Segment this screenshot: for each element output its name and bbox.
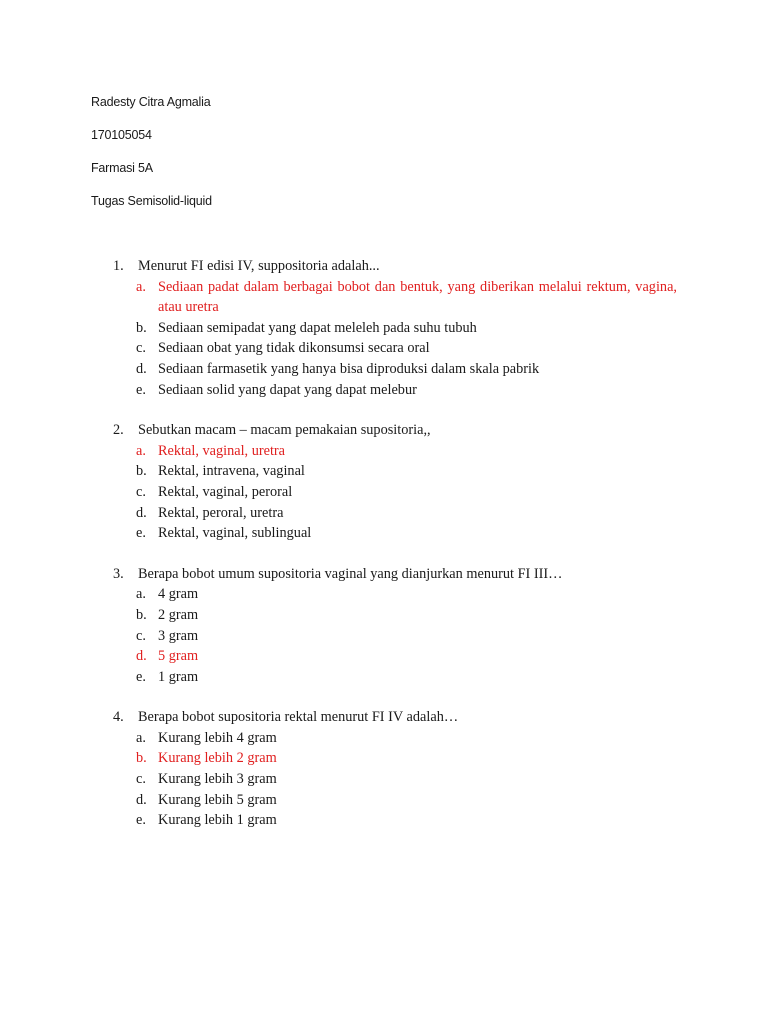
option-text: Sediaan solid yang dapat yang dapat melebur — [158, 381, 417, 398]
option-letter: b. — [136, 606, 147, 623]
option-letter: e. — [136, 381, 146, 398]
answer-options — [0, 728, 768, 831]
option-text: 4 gram — [158, 586, 199, 603]
option-text: Rektal, peroral, uretra — [158, 504, 284, 521]
answer-options — [0, 441, 768, 544]
question-prompt: Berapa bobot umum supositoria vaginal yang dianjurkan menurut FI III… — [138, 565, 563, 582]
question-1 — [0, 256, 768, 400]
question-prompt: Berapa bobot supositoria rektal menurut FI IV adalah… — [138, 709, 459, 726]
option-letter: a. — [136, 729, 146, 746]
option-text: Sediaan obat yang tidak dikonsumsi secara oral — [158, 340, 430, 357]
option-text: Rektal, vaginal, sublingual — [158, 525, 312, 542]
option-letter: d. — [136, 360, 147, 377]
answer-option — [0, 461, 768, 482]
option-letter: e. — [136, 668, 146, 685]
option-letter: c. — [136, 771, 146, 788]
student-name: Radesty Citra Agmalia — [91, 95, 211, 109]
question-number: 4. — [113, 709, 124, 726]
option-text: Sediaan farmasetik yang hanya bisa diproduksi dalam skala pabrik — [158, 360, 540, 377]
option-letter: a. — [136, 278, 146, 295]
assignment-title: Tugas Semisolid-liquid — [91, 194, 212, 208]
question-text — [0, 420, 768, 441]
answer-option — [0, 380, 768, 401]
answer-option — [0, 318, 768, 339]
question-number: 1. — [113, 258, 124, 274]
option-text: 2 gram — [158, 606, 199, 623]
option-letter: d. — [136, 504, 147, 521]
option-text: Kurang lebih 4 gram — [158, 729, 277, 746]
question-4 — [0, 707, 768, 831]
question-3 — [0, 564, 768, 688]
answer-option-correct — [0, 277, 768, 318]
option-letter: d. — [136, 648, 147, 665]
student-id: 170105054 — [91, 128, 152, 142]
answer-option — [0, 338, 768, 359]
option-letter: d. — [136, 791, 147, 808]
option-text: Rektal, vaginal, peroral — [158, 483, 293, 500]
question-prompt: Sebutkan macam – macam pemakaian supositoria,, — [138, 422, 431, 439]
option-text: Sediaan padat dalam berbagai bobot dan bentuk, yang diberikan melalui rektum, vagina, atau uretra — [158, 278, 677, 316]
student-class: Farmasi 5A — [91, 161, 153, 175]
option-letter: b. — [136, 319, 147, 336]
answer-option — [0, 482, 768, 503]
question-list — [0, 256, 768, 851]
option-text: Kurang lebih 5 gram — [158, 791, 277, 808]
option-letter: a. — [136, 442, 146, 459]
option-text: Kurang lebih 3 gram — [158, 771, 277, 788]
option-letter: c. — [136, 627, 146, 644]
answer-option-correct — [0, 646, 768, 667]
question-prompt: Menurut FI edisi IV, suppositoria adalah... — [138, 258, 380, 274]
question-2 — [0, 420, 768, 544]
option-letter: c. — [136, 340, 146, 357]
option-text: Rektal, vaginal, uretra — [158, 442, 286, 459]
answer-option — [0, 810, 768, 831]
question-number: 2. — [113, 422, 124, 439]
option-letter: c. — [136, 483, 146, 500]
answer-option — [0, 584, 768, 605]
answer-option-correct — [0, 748, 768, 769]
answer-option — [0, 626, 768, 647]
question-number: 3. — [113, 565, 124, 582]
answer-option — [0, 523, 768, 544]
option-text: Rektal, intravena, vaginal — [158, 463, 305, 480]
option-letter: e. — [136, 525, 146, 542]
option-letter: b. — [136, 463, 147, 480]
option-text: Kurang lebih 2 gram — [158, 750, 277, 767]
question-text — [0, 707, 768, 728]
option-text: 3 gram — [158, 627, 199, 644]
question-text — [0, 564, 768, 585]
answer-option — [0, 769, 768, 790]
answer-option — [0, 359, 768, 380]
answer-option — [0, 605, 768, 626]
answer-option — [0, 728, 768, 749]
option-text: Kurang lebih 1 gram — [158, 812, 277, 829]
option-text: 1 gram — [158, 668, 199, 685]
answer-option — [0, 503, 768, 524]
question-text — [0, 256, 768, 277]
answer-option-correct — [0, 441, 768, 462]
option-letter: b. — [136, 750, 147, 767]
answer-options — [0, 584, 768, 687]
answer-option — [0, 790, 768, 811]
answer-options — [0, 277, 768, 401]
student-header — [91, 93, 212, 225]
option-text: 5 gram — [158, 648, 199, 665]
answer-option — [0, 667, 768, 688]
option-letter: a. — [136, 586, 146, 603]
option-text: Sediaan semipadat yang dapat meleleh pada suhu tubuh — [158, 319, 477, 336]
option-letter: e. — [136, 812, 146, 829]
